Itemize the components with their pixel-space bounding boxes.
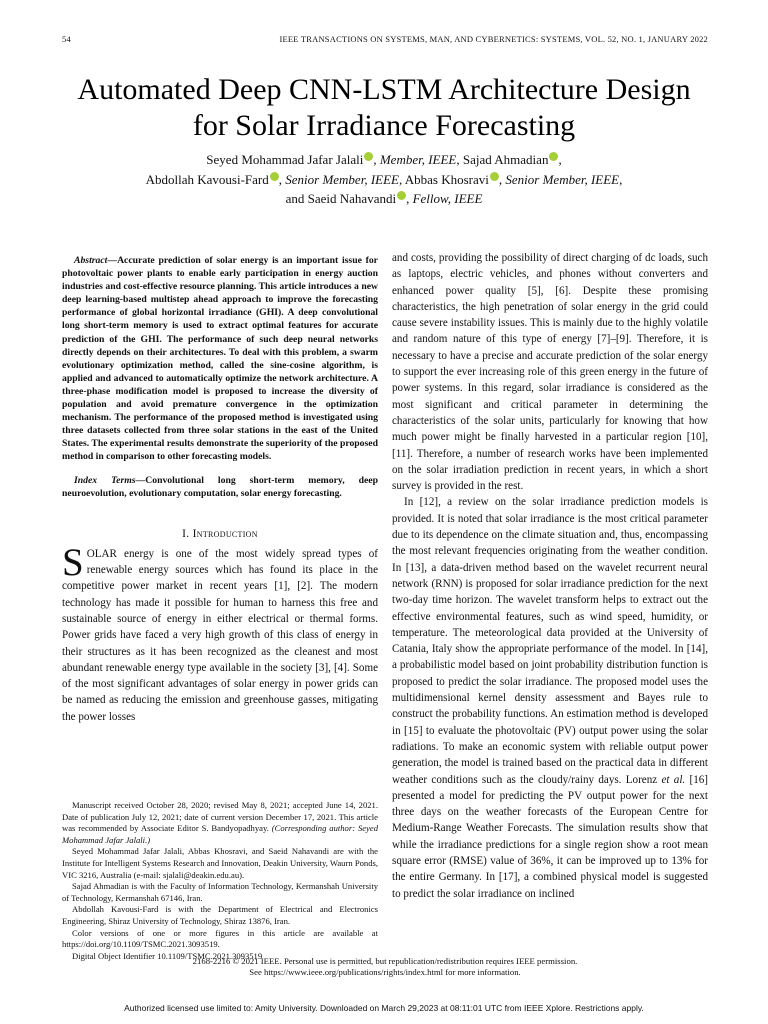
footnote-affiliation-2: Sajad Ahmadian is with the Faculty of Information Technology, Kermanshah University of Technology, Kermanshah 67146, Iran. (62, 881, 378, 903)
author-conjunction: and (285, 191, 305, 206)
author-line-1: Seyed Mohammad Jafar Jalali , Member, IEEE, Sajad Ahmadian , (206, 152, 562, 167)
footnote-doi: Digital Object Identifier 10.1109/TSMC.2021.3093519 (72, 950, 263, 961)
title-line-2: for Solar Irradiance Forecasting (192, 109, 576, 142)
license-notice: Authorized licensed use limited to: Amity University. Downloaded on March 29,2023 at 08:11:01 UTC from IEEE Xplore. Restrictions apply. (124, 1003, 644, 1013)
author-role: Fellow, IEEE (412, 191, 483, 206)
author-line-2: Abdollah Kavousi-Fard , Senior Member, IEEE, Abbas Khosravi , Senior Member, IEEE, (145, 171, 623, 187)
orcid-icon[interactable] (490, 172, 499, 181)
abstract-label: Abstract (74, 255, 108, 266)
intro-text: OLAR energy is one of the most widely spread types of renewable energy sources which has found its place in the competitive power market in recent years [1], [2]. The modern technology has made it possible for human to harness this free and sustainable source of energy in either electrical or thermal forms. Power grids have faced a very high growth of this class of energy in their structures as it has been recognized as the cleanest and most abundant renewable energy type available in the society [3], [4]. Some of the most significant advantages of solar energy in power grids can be named as reducing the emission and greenhouse gasses, mitigating the power losses (62, 547, 378, 723)
left-column (62, 254, 378, 725)
abstract-text: —Accurate prediction of solar energy is an important issue for photovoltaic power plants to enable early participation in energy auction industries and cost-effective resource planning. This article introduces a new deep learning-based multistep ahead approach to improve the forecasting performance of global horizontal irradiance (GHI). A deep convolutional long short-term memory is used to extract optimal features for accurate prediction of the GHI. The performance of such deep neural networks directly depends on their architectures. To deal with this problem, a swarm evolutionary optimization method, called the sine-cosine algorithm, is applied and advanced to automatically optimize the network architecture. A three-phase modification model is proposed to increase the diversity of population and avoid premature convergence in the optimization mechanism. The performance of the proposed method is investigated using three datasets collected from three solar stations in the east of the United States. The experimental results demonstrate the superiority of the proposed method in comparison to other forecasting models. (62, 255, 378, 463)
author-line-3: and Saeid Nahavandi , Fellow, IEEE (285, 191, 483, 206)
author-role: Member, IEEE (379, 152, 457, 167)
corresponding-author: (Corresponding author: Seyed Mohammad Jafar Jalali.) (62, 823, 379, 845)
index-terms-label: Index Terms (74, 474, 136, 486)
drop-cap: S (62, 540, 84, 584)
footnote-manuscript: Manuscript received October 28, 2020; revised May 8, 2021; accepted June 14, 2021. Date of publication July 12, 2021; date of current version December 17, 2021. This article was recommended by Associate Editor S. Bandyopadhyay. (Corresponding author: Seyed Mohammad Jafar Jalali.) (62, 800, 379, 845)
author-name: Abdollah Kavousi-Fard (145, 171, 269, 187)
author-name: Sajad Ahmadian (462, 152, 549, 167)
footnotes (62, 800, 378, 962)
author-role: Senior Member, IEEE (505, 171, 620, 187)
orcid-icon[interactable] (364, 152, 373, 161)
orcid-icon[interactable] (397, 191, 406, 200)
page-number: 54 (62, 34, 71, 44)
footnote-affiliation-1: Seyed Mohammad Jafar Jalali, Abbas Khosravi, and Saeid Nahavandi are with the Institute for Intelligent Systems Research and Innovation, Deakin University, Waurn Ponds, VIC 3216, Australia (e-mail: sjalali@deakin.edu.au). (62, 846, 378, 880)
intro-paragraph (62, 540, 378, 725)
body-paragraph-2: In [12], a review on the solar irradiance prediction models is provided. It is noted that solar irradiance is the most critical parameter due to its dependence on the climate situation and, thus, encompassing the most relevant frequencies originating from the weather condition. In [13], a data-driven method based on the wavelet recurrent neural network (RNN) is proposed for solar irradiance prediction for the next two-day time horizon. The wavelet transform helps to extract out the effective environmental features, such as wind speed, humidity, or temperature. The meteorological data provided at the University of Catania, Italy show the appropriate performance of the model. In [14], a probabilistic model based on joint probability distribution function is proposed to predict the solar irradiance. The proposed model uses the multidimensional kernel density assessment and Bayes rule to construct the probability functions. An estimation method is developed in [15] to evaluate the photovoltaic (PV) output power using the solar radiations. To make an economic system with reliable output power generation, the model is trained based on the practical data in different weather conditions such as the cloudy/rainy days. Lorenz et al. [16] presented a model for predicting the PV output power for the next three days on the weather forecasts of the European Centre for Medium-Range Weather Forecasts. The simulation results show that while the irradiance predictions for a single region show a root mean square error (RMSE) value of 36%, it can be improved up to 13% for the entire Germany. In [17], a combined physical model is suggested to predict the solar irradiance on inclined (392, 496, 708, 900)
author-name: Abbas Khosravi (404, 171, 489, 187)
journal-name: IEEE TRANSACTIONS ON SYSTEMS, MAN, AND CYBERNETICS: SYSTEMS, VOL. 52, NO. 1, JANUARY 2022 (279, 34, 708, 44)
author-name: Saeid Nahavandi (307, 191, 397, 206)
author-list (40, 150, 728, 209)
right-column (392, 250, 708, 902)
section-heading: I. Introduction (182, 527, 258, 540)
copyright-notice (62, 956, 708, 978)
index-terms-text: —Convolutional long short-term memory, deep neuroevolution, evolutionary computation, solar energy forecasting. (62, 474, 378, 499)
footnote-affiliation-3: Abdollah Kavousi-Fard is with the Department of Electrical and Electronics Engineering, Shiraz University of Technology, Shiraz 13876, Iran. (62, 904, 378, 926)
abstract (62, 254, 378, 464)
author-name: Seyed Mohammad Jafar Jalali (206, 152, 364, 167)
author-role: Senior Member, IEEE (285, 171, 399, 187)
footnote-color-versions: Color versions of one or more figures in this article are available at https://doi.org/10.1109/TSMC.2021.3093519. (62, 927, 378, 950)
orcid-icon[interactable] (270, 172, 279, 181)
copyright-line-2: See https://www.ieee.org/publications/rights/index.html for more information. (249, 967, 521, 977)
orcid-icon[interactable] (549, 152, 558, 161)
index-terms (62, 474, 378, 500)
title-line-1: Automated Deep CNN-LSTM Architecture Design (77, 73, 691, 106)
paper-title (40, 72, 728, 144)
et-al: et al. (661, 773, 686, 786)
body-paragraph-1: and costs, providing the possibility of direct charging of dc loads, such as laptops, electric vehicles, and phones without converters and enhanced power quality [5], [6]. Despite these promising characteristics, the high penetration of solar energy in the grid could cause severe instability issues. This is mainly due to the highly volatile and random nature of this type of energy [7]–[9]. Therefore, it is necessary to have a precise and accurate prediction of the solar energy to support the ever increasing role of this green energy in the future of power systems. In this regard, solar irradiance is considered as the most significant and critical parameter in determining the characteristics of the solar units, particularly for knowing that how much power might be finally harvested in a particular region [10], [11]. Therefore, a number of research works have been implemented on the solar irradiation prediction in recent years, in which a short survey is provided in the rest. (392, 252, 708, 493)
copyright-line-1: 2168-2216 © 2021 IEEE. Personal use is permitted, but republication/redistribution requires IEEE permission. (192, 956, 578, 966)
